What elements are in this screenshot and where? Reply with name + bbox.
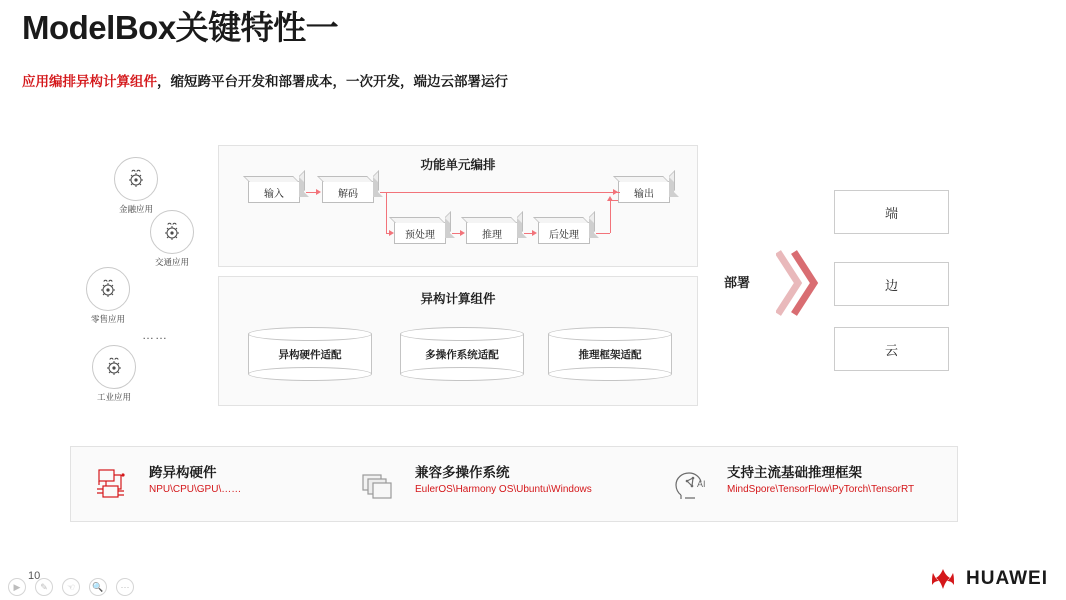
cylinder-os-adaptation (400, 327, 524, 381)
zoom-icon[interactable]: 🔍 (89, 578, 107, 596)
capability-frameworks (671, 461, 961, 495)
arrow-postprocess-up (596, 233, 610, 234)
huawei-flower-icon (928, 567, 958, 591)
deploy-target-cloud (834, 327, 949, 371)
flow-node-preprocess (394, 222, 446, 244)
capability-sub: NPU\CPU\GPU\…… (149, 484, 242, 495)
huawei-wordmark: HUAWEI (966, 568, 1048, 589)
flow-node-decode (322, 181, 374, 203)
flow-node-label: 解码 (338, 188, 358, 200)
flow-node-output (618, 181, 670, 203)
arrow-down-to-preprocess (386, 192, 387, 233)
gear-people-icon (92, 345, 136, 389)
subtitle (22, 70, 508, 90)
capability-heading: 支持主流基础推理框架 (727, 465, 862, 480)
capability-heading: 兼容多操作系统 (415, 465, 510, 480)
cylinder-framework-adaptation (548, 327, 672, 381)
flow-node-label: 输入 (264, 188, 284, 200)
capability-sub: MindSpore\TensorFlow\PyTorch\TensorRT (727, 484, 915, 495)
cylinder-label: 异构硬件适配 (278, 348, 342, 361)
apps-ellipsis: …… (142, 328, 168, 342)
arrow-head (613, 189, 618, 195)
deploy-target-device (834, 190, 949, 234)
footer-toolbar[interactable] (8, 578, 134, 596)
flow-node-label: 预处理 (405, 229, 435, 241)
app-node-label: 工业应用 (96, 392, 131, 402)
cylinder-hardware-adaptation (248, 327, 372, 381)
app-node-label: 金融应用 (118, 204, 153, 214)
deploy-target-edge (834, 262, 949, 306)
deploy-chevrons-icon (776, 248, 820, 318)
huawei-logo (928, 567, 1048, 591)
capability-sub: EulerOS\Harmony OS\Ubuntu\Windows (415, 484, 592, 495)
arrow-head (532, 230, 537, 236)
menu-icon[interactable]: ⋯ (116, 578, 134, 596)
capability-heading: 跨异构硬件 (149, 465, 217, 480)
chip-hardware-icon (93, 465, 133, 505)
app-node-industry (87, 345, 141, 403)
deploy-target-label: 边 (884, 277, 898, 293)
cylinder-label: 多操作系统适配 (425, 348, 499, 361)
flow-node-label: 后处理 (549, 229, 579, 241)
deploy-label: 部署 (724, 275, 751, 290)
app-node-traffic (145, 210, 199, 268)
pen-icon[interactable]: ✎ (35, 578, 53, 596)
flow-node-input (248, 181, 300, 203)
heterogeneous-title: 异构计算组件 (420, 292, 496, 306)
capabilities-strip (70, 446, 958, 522)
capability-hardware (93, 461, 353, 495)
flow-node-postprocess (538, 222, 590, 244)
gear-people-icon (150, 210, 194, 254)
stacked-windows-icon (359, 465, 399, 505)
page-title: ModelBox关键特性一 (22, 9, 339, 46)
app-node-label: 零售应用 (90, 314, 125, 324)
gear-people-icon (86, 267, 130, 311)
flow-node-label: 推理 (482, 229, 502, 241)
orchestration-title: 功能单元编排 (420, 158, 496, 172)
flow-node-inference (466, 222, 518, 244)
page-number: 10 (28, 570, 41, 582)
arrow-decode-right (380, 192, 620, 193)
flow-node-label: 输出 (634, 188, 654, 200)
cylinder-label: 推理框架适配 (578, 348, 642, 361)
arrow-into-output (610, 200, 618, 201)
application-icons-group (85, 145, 205, 410)
capability-os (359, 461, 659, 495)
arrow-head (460, 230, 465, 236)
app-node-label: 交通应用 (154, 257, 189, 267)
app-node-retail (81, 267, 135, 325)
svg-text:AI: AI (697, 479, 706, 489)
subtitle-rest: ，缩短跨平台开发和部署成本，一次开发，端边云部署运行 (157, 74, 508, 89)
deploy-target-label: 端 (884, 205, 898, 221)
app-node-finance (109, 157, 163, 215)
deploy-target-label: 云 (884, 342, 898, 358)
orchestration-panel (218, 145, 698, 267)
play-icon[interactable]: ▶ (8, 578, 26, 596)
subtitle-highlight: 应用编排异构计算组件 (22, 74, 157, 89)
ai-brain-icon (671, 465, 711, 505)
pointer-icon[interactable]: ☜ (62, 578, 80, 596)
gear-people-icon (114, 157, 158, 201)
arrow-head (389, 230, 394, 236)
arrow-head (316, 189, 321, 195)
arrow-up-to-output (610, 200, 611, 233)
